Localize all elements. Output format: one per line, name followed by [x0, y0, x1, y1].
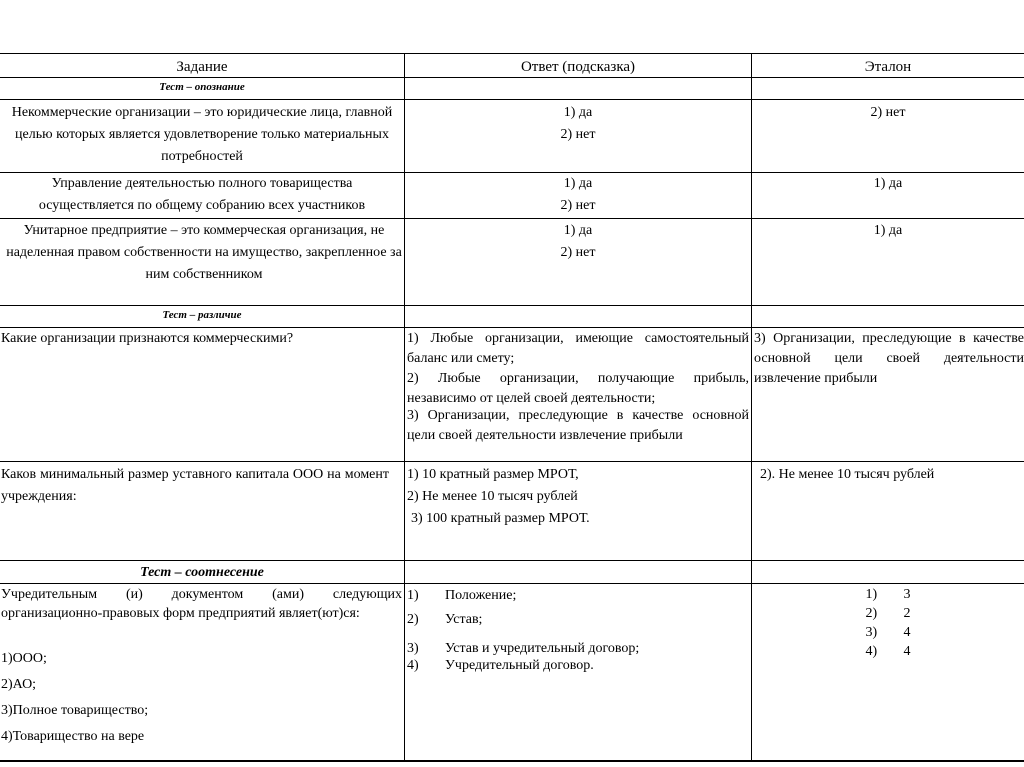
reference-pair: 2) 2 — [865, 606, 911, 621]
table-bottom-border — [0, 760, 1024, 762]
row-divider — [0, 218, 1024, 219]
answer-option: 2) нет — [560, 127, 596, 142]
task-text: Некоммерческие организации – это юридические лица, главной целью которых является удовлетворение только материальных потребностей — [11, 105, 393, 164]
answer-option: 1) да — [563, 105, 593, 120]
task-text: Каков минимальный размер уставного капитала ООО на момент учреждения: — [1, 467, 389, 504]
row-divider — [0, 305, 1024, 306]
answer-option: 4) Учредительный договор. — [407, 658, 594, 673]
answer-option: 3) Организации, преследующие в качестве основной цели своей деятельности извлечение прибыли — [407, 408, 749, 443]
task-text: Унитарное предприятие – это коммерческая организация, не наделенная правом собственности на имущество, закрепленное за ним собственником — [6, 223, 402, 282]
answer-list — [407, 586, 749, 676]
reference-pair: 3) 4 — [865, 625, 911, 640]
row-divider — [0, 461, 1024, 462]
task-text: Учредительным (и) документом (ами) следующих организационно-правовых форм предприятий являет(ют)ся: — [1, 587, 402, 621]
org-form-item: 3)Полное товарищество; — [1, 703, 149, 718]
answer-option: 2) нет — [560, 198, 596, 213]
task-text: Управление деятельностью полного товарищества осуществляется по общему собранию всех участников — [38, 176, 366, 213]
answer-option: 2) нет — [560, 245, 596, 260]
org-form-item: 2)АО; — [1, 677, 37, 692]
answer-option: 2) Любые организации, получающие прибыль, независимо от целей своей деятельности; — [407, 371, 749, 406]
answer-option: 1) Любые организации, имеющие самостоятельный баланс или смету; — [407, 331, 749, 366]
header-reference: Эталон — [864, 59, 912, 75]
reference-list — [752, 585, 1024, 661]
answer-option: 1) 10 кратный размер МРОТ, — [407, 467, 579, 482]
header-answer: Ответ (подсказка) — [520, 59, 636, 75]
answer-option: 2) Не менее 10 тысяч рублей — [407, 489, 578, 504]
task-text: Какие организации признаются коммерческими? — [1, 331, 294, 346]
answer-option: 1) да — [563, 176, 593, 191]
reference-answer: 2). Не менее 10 тысяч рублей — [760, 467, 935, 482]
row-divider — [0, 327, 1024, 328]
org-form-item: 1)ООО; — [1, 651, 47, 666]
reference-pair: 1) 3 — [865, 587, 911, 602]
reference-answer: 1) да — [873, 223, 903, 238]
column-divider — [404, 53, 405, 761]
section-title: Тест – соотнесение — [140, 565, 264, 580]
header-task: Задание — [176, 59, 228, 75]
reference-answer: 3) Организации, преследующие в качестве основной цели своей деятельности извлечение прибыли — [754, 331, 1024, 386]
section-title: Тест – различие — [162, 309, 242, 321]
answer-option: 3) Устав и учредительный договор; — [407, 641, 640, 656]
row-divider — [0, 560, 1024, 561]
row-divider — [0, 99, 1024, 100]
section-title: Тест – опознание — [159, 81, 245, 93]
org-form-item: 4)Товарищество на вере — [1, 729, 145, 744]
answer-option: 1) Положение; — [407, 588, 517, 603]
answer-option: 1) да — [563, 223, 593, 238]
reference-pair: 4) 4 — [865, 644, 911, 659]
table-top-border — [0, 53, 1024, 54]
answer-option: 2) Устав; — [407, 612, 483, 627]
reference-answer: 1) да — [873, 176, 903, 191]
answer-option: 3) 100 кратный размер МРОТ. — [411, 511, 590, 526]
reference-answer: 2) нет — [870, 105, 906, 120]
